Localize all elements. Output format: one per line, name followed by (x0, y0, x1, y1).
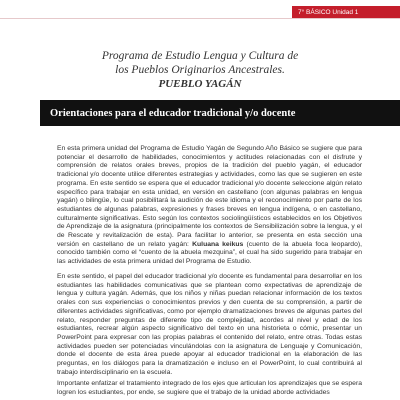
paragraph-1-text-b: (cuento de la abuela foca leopardo), conocido también como el “cuento de la abuela mezquina”, el cual ha sido sugerido para trabajar en las actividades de esta primera unidad del Programa de Estudio. (57, 240, 363, 266)
paragraph-1 (57, 145, 362, 267)
grade-unit-tab: 7° BÁSICO Unidad 1 (292, 6, 400, 18)
header-divider (0, 18, 400, 19)
title-line-3: PUEBLO YAGÁN (158, 78, 242, 90)
title-line-2: los Pueblos Originarios Ancestrales. (115, 64, 285, 76)
paragraph-3: Importante enfatizar el tratamiento integrado de los ejes que articulan los aprendizajes que se espera logren los estudiantes, por ende, se sugiere que el trabajo de la unidad aborde actividades (57, 380, 362, 396)
title-line-1: Programa de Estudio Lengua y Cultura de (101, 50, 299, 62)
program-title (0, 49, 400, 91)
section-heading: Orientaciones para el educador tradicional y/o docente (40, 100, 400, 126)
paragraph-2: En este sentido, el papel del educador tradicional y/o docente es fundamental para desarrollar en los estudiantes las habilidades comunicativas que se plantean como expectativas de aprendizaje de lengua y cultura yagán. Además, que los niños y niñas puedan relacionar información de los textos orales con sus experiencias o conocimientos previos y den cuenta de su comprensión, a partir de diferentes actividades significativas, como por ejemplo dramatizaciones breves de algunas partes del relato, responder preguntas de diferente tipo de complejidad, acordes al nivel y edad de los estudiantes, recrear algún aspecto significativo del texto en una historieta o cómic, presentar un PowerPoint para expresar con las propias palabras el contenido del relato, entre otras. Todas estas actividades pueden ser potenciadas vinculándolas con la asignatura de Lenguaje y Comunicación, donde el docente de esta área puede apoyar al educador tradicional en la elaboración de las preguntas, en los diálogos para la dramatización e incluso en el PowerPoint, lo cual contribuirá al trabajo interdisciplinario en la escuela. (57, 273, 362, 376)
paragraph-1-text-a: En esta primera unidad del Programa de Estudio Yagán de Segundo Año Básico se sugiere que para potenciar el desarrollo de habilidades, conocimientos y actitudes relacionadas con el disfrute y comprensión de relatos orales breves, propios de la tradición del pueblo yagán, el educador tradicional y/o docente utilice diferentes estrategias y actividades, como las que se sugieren en este programa. En este sentido se espera que el educador tradicional y/o docente seleccione algún relato específico para trabajar en esta unidad, en versión en castellano (con algunas palabras en lengua yagán) o bilingüe, lo cual posibilitará la audición de este idioma y el reconocimiento por parte de los estudiantes de algunas palabras, expresiones y frases breves en lengua indígena, o en castellano, culturalmente significativas. Esto según los contextos sociolingüísticos establecidos en los Objetivos de Aprendizaje de la asignatura (principalmente los contextos de Sensibilización sobre la lengua, y el de Rescate y revitalización de esta). Para facilitar lo anterior, se presenta en esta sección una versión en castellano de un relato yagán: (57, 145, 362, 248)
paragraph-1-bold-title: Kuluana keikus (192, 240, 244, 248)
